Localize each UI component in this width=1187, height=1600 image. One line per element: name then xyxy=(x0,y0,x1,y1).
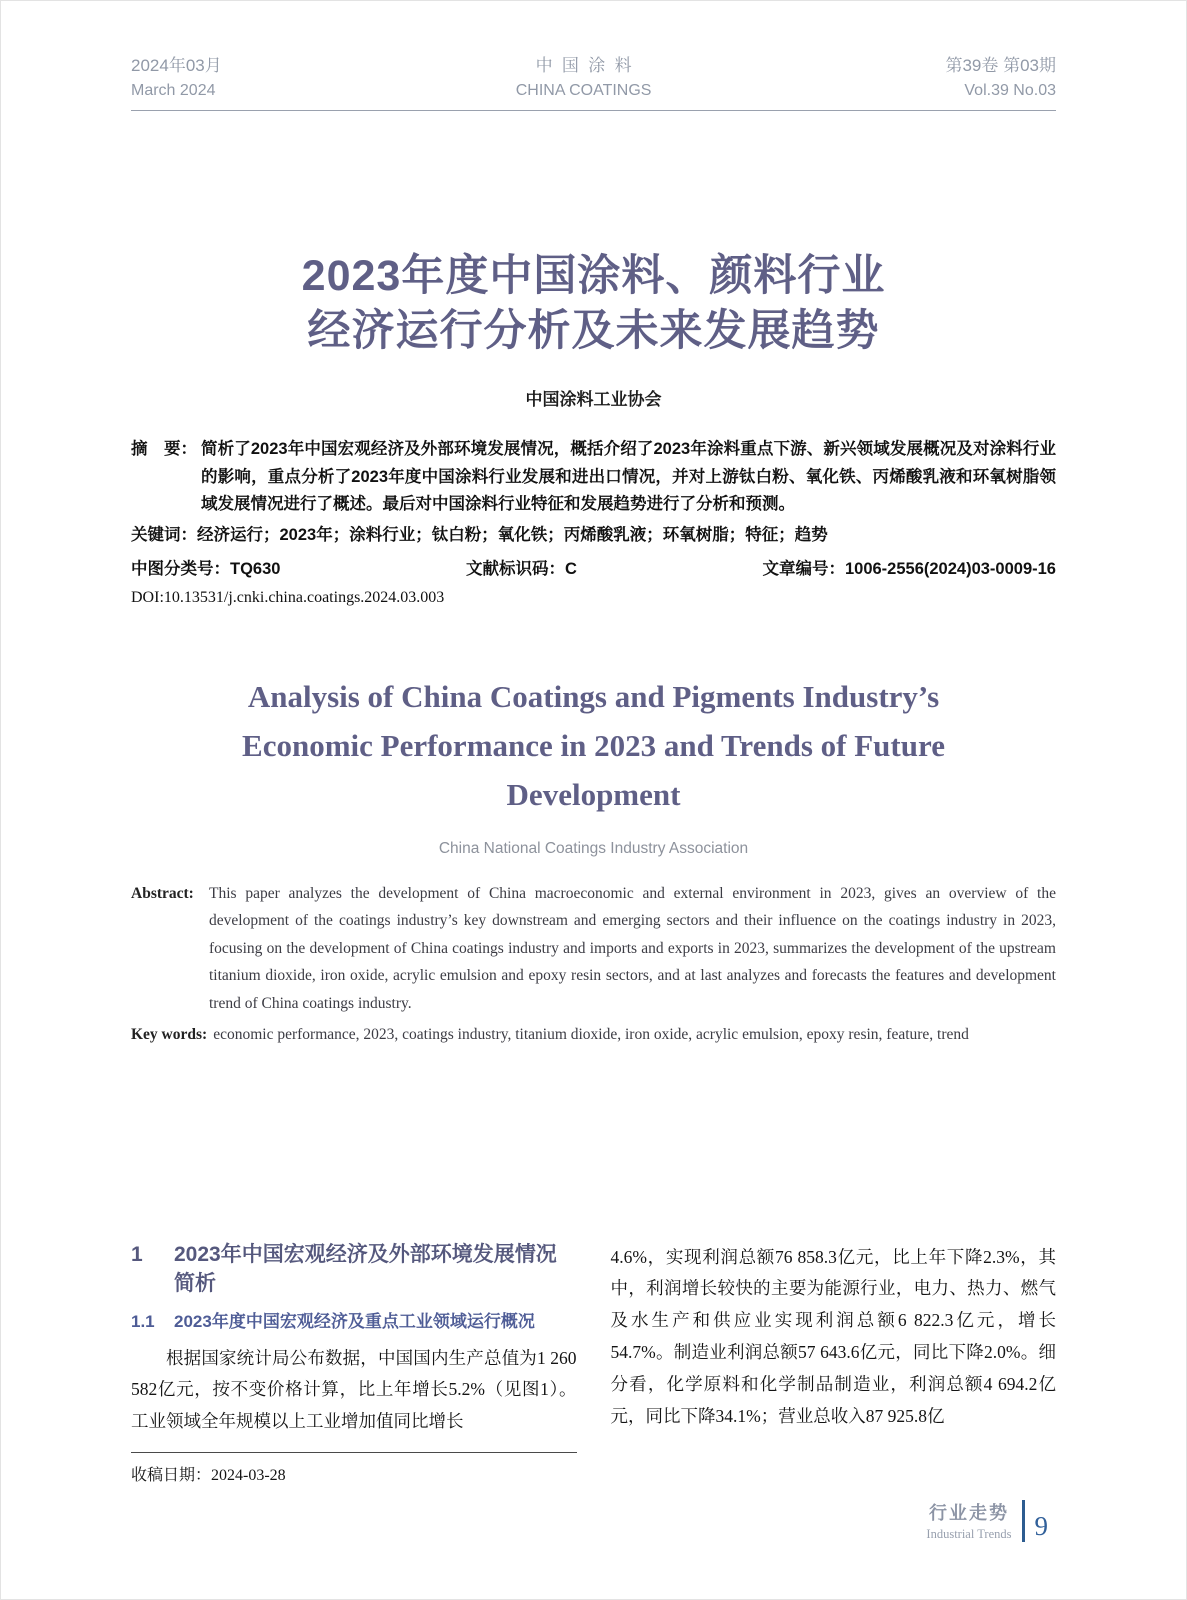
column-name xyxy=(926,1499,1011,1542)
abstract-cn xyxy=(131,436,1056,518)
keywords-label-cn: 关键词： xyxy=(131,526,197,545)
section-1-1-number: 1.1 xyxy=(131,1312,155,1332)
running-head-issue xyxy=(945,53,1056,104)
article-title-cn xyxy=(131,249,1056,359)
keywords-text-cn: 经济运行；2023年；涂料行业；钛白粉；氧化铁；丙烯酸乳液；环氧树脂；特征；趋势 xyxy=(197,526,828,545)
article-id: 文章编号：1006-2556(2024)03-0009-16 xyxy=(762,559,1056,578)
doi: DOI:10.13531/j.cnki.china.coatings.2024.03.003 xyxy=(131,588,445,606)
journal-name-cn: 中国涂料 xyxy=(535,56,641,75)
abstract-label-en: Abstract: xyxy=(131,884,194,902)
abstract-text-cn: 简析了2023年中国宏观经济及外部环境发展情况，概括介绍了2023年涂料重点下游、新兴领域发展概况及对涂料行业的影响，重点分析了2023年度中国涂料行业发展和进出口情况，并对上游钛白粉、氧化铁、丙烯酸乳液和环氧树脂领域发展情况进行了概述。最后对中国涂料行业特征和发展趋势进行了分析和预测。 xyxy=(201,440,1056,513)
keywords-label-en: Key words: xyxy=(131,1025,208,1043)
body-paragraph-right: 4.6%，实现利润总额76 858.3亿元，比上年下降2.3%，其中，利润增长较快的主要为能源行业，电力、热力、燃气及水生产和供应业实现利润总额6 822.3亿元，增长54.7%。制造业利润总额57 643.6亿元，同比下降2.0%。细分看，化学原料和化学制品制造业，利润总额4 694.2亿元，同比下降34.1%；营业总收入87 925.8亿 xyxy=(610,1246,1056,1426)
column-name-cn: 行业走势 xyxy=(928,1503,1009,1523)
article-title-cn-line1: 2023年度中国涂料、颜料行业 xyxy=(301,252,886,301)
volume-issue-en: Vol.39 No.03 xyxy=(964,82,1056,100)
keywords-cn xyxy=(131,522,1056,548)
keywords-text-en: economic performance, 2023, coatings industry, titanium dioxide, iron oxide, acrylic emulsion, epoxy resin, feature, trend xyxy=(213,1025,969,1043)
running-head xyxy=(131,53,1056,104)
classification-row xyxy=(131,555,1056,579)
keywords-en xyxy=(131,1026,1056,1044)
journal-name-en: CHINA COATINGS xyxy=(515,82,652,100)
author-cn: 中国涂料工业协会 xyxy=(525,390,662,410)
document-code: 文献标识码：C xyxy=(466,559,577,578)
running-head-journal xyxy=(516,53,652,104)
body-columns xyxy=(131,1240,1056,1486)
issue-date-en: March 2024 xyxy=(131,82,216,100)
section-1-1-heading xyxy=(131,1309,577,1335)
volume-issue-cn: 第39卷 第03期 xyxy=(945,56,1056,75)
abstract-en xyxy=(131,880,1056,1018)
section-1-title: 2023年中国宏观经济及外部环境发展情况简析 xyxy=(174,1242,557,1296)
author-en: China National Coatings Industry Association xyxy=(438,839,749,857)
footer-divider-bar xyxy=(1022,1500,1025,1542)
received-date: 收稿日期：2024-03-28 xyxy=(131,1452,577,1485)
article-title-cn-line2: 经济运行分析及未来发展趋势 xyxy=(307,307,880,356)
section-1-1-title: 2023年度中国宏观经济及重点工业领域运行概况 xyxy=(174,1312,535,1332)
left-column xyxy=(131,1240,577,1486)
abstract-label-cn: 摘 要： xyxy=(131,440,197,459)
page-number: 9 xyxy=(1034,1511,1048,1542)
article-title-en-line3: Development xyxy=(506,776,681,812)
header-divider xyxy=(131,110,1056,111)
right-column xyxy=(611,1240,1057,1486)
page-footer xyxy=(926,1499,1048,1542)
running-head-date xyxy=(131,53,222,104)
issue-date-cn: 2024年03月 xyxy=(131,56,222,75)
article-title-en xyxy=(131,673,1056,820)
section-1-heading xyxy=(131,1240,577,1300)
article-title-en-line1: Analysis of China Coatings and Pigments Industry’s xyxy=(247,678,940,714)
article-title-en-line2: Economic Performance in 2023 and Trends of Future xyxy=(242,727,945,763)
body-paragraph-left: 根据国家统计局公布数据，中国国内生产总值为1 260 582亿元，按不变价格计算，比上年增长5.2%（见图1）。工业领域全年规模以上工业增加值同比增长 xyxy=(131,1347,577,1432)
section-1-number: 1 xyxy=(131,1242,143,1266)
abstract-text-en: This paper analyzes the development of China macroeconomic and external environment in 2023, gives an overview of the development of the coatings industry’s key downstream and emerging sectors and their influence on the coatings industry in 2023, focusing on the development of China coatings industry and imports and exports in 2023, summarizes the development of the upstream titanium dioxide, iron oxide, acrylic emulsion and epoxy resin sectors, and at last analyzes and forecasts the features and development trend of China coatings industry. xyxy=(209,884,1056,1012)
column-name-en: Industrial Trends xyxy=(926,1527,1012,1541)
clc-number: 中图分类号：TQ630 xyxy=(131,559,281,578)
